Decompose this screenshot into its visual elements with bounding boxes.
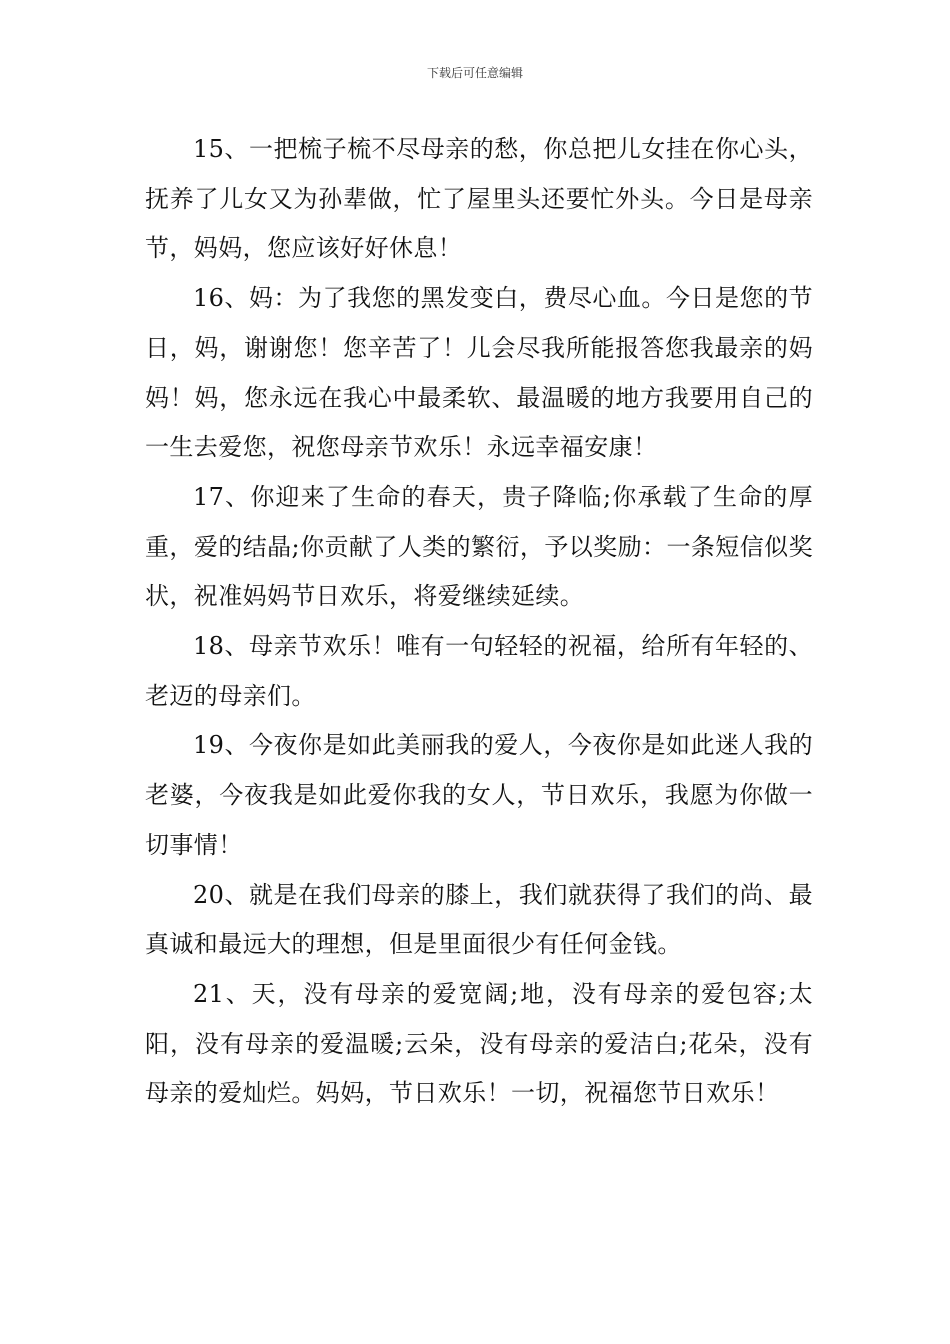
paragraph-20: 20、就是在我们母亲的膝上，我们就获得了我们的尚、最真诚和最远大的理想，但是里面很少有任何金钱。 bbox=[145, 880, 813, 959]
paragraph-17: 17、你迎来了生命的春天，贵子降临;你承载了生命的厚重，爱的结晶;你贡献了人类的繁衍，予以奖励：一条短信似奖状，祝准妈妈节日欢乐，将爱继续延续。 bbox=[145, 482, 813, 611]
paragraph-19: 19、今夜你是如此美丽我的爱人，今夜你是如此迷人我的老婆，今夜我是如此爱你我的女人，节日欢乐，我愿为你做一切事情！ bbox=[145, 731, 813, 859]
document-body bbox=[145, 125, 813, 1119]
page-header: 下载后可任意编辑 bbox=[426, 66, 523, 80]
paragraph-18: 18、母亲节欢乐！唯有一句轻轻的祝福，给所有年轻的、老迈的母亲们。 bbox=[145, 632, 813, 710]
paragraph-16: 16、妈：为了我您的黑发变白，费尽心血。今日是您的节日，妈，谢谢您！您辛苦了！儿会尽我所能报答您我最亲的妈妈！妈，您永远在我心中最柔软、最温暖的地方我要用自己的一生去爱您，祝您母亲节欢乐！永远幸福安康！ bbox=[145, 284, 813, 462]
paragraph-15: 15、一把梳子梳不尽母亲的愁，你总把儿女挂在你心头，抚养了儿女又为孙辈做，忙了屋里头还要忙外头。今日是母亲节，妈妈，您应该好好休息！ bbox=[145, 135, 813, 263]
paragraph-21: 21、天，没有母亲的爱宽阔;地，没有母亲的爱包容;太阳，没有母亲的爱温暖;云朵，没有母亲的爱洁白;花朵，没有母亲的爱灿烂。妈妈，节日欢乐！一切，祝福您节日欢乐！ bbox=[145, 979, 813, 1108]
